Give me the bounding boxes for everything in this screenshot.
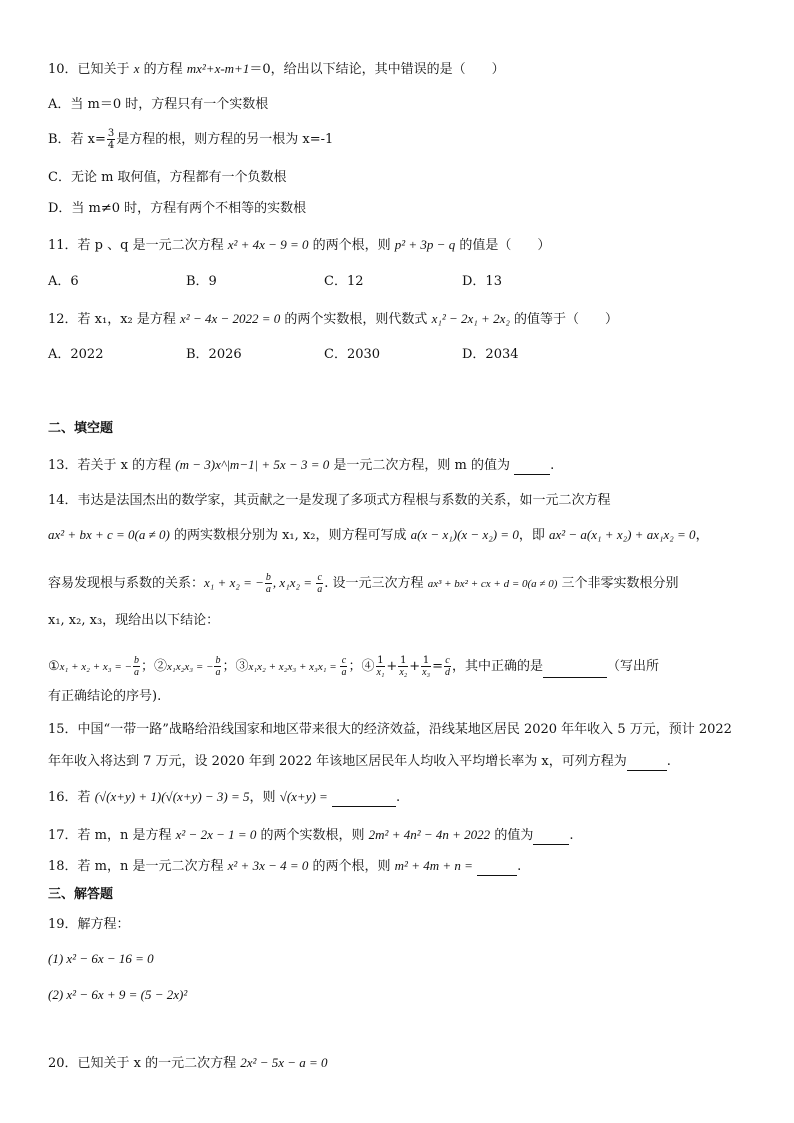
q12-stem: 12．若 x₁，x₂ 是方程 x² − 4x − 2022 = 0 的两个实数根，则代数式 x₁² − 2x₁ + 2x₂ 的值等于（ ） <box>48 311 619 327</box>
q20-stem: 20．已知关于 x 的一元二次方程 2x² − 5x − a = 0 <box>48 1055 328 1071</box>
q15-answer-blank[interactable] <box>627 756 667 771</box>
q12-option-a: A．2022 <box>48 347 104 362</box>
q14-line1: 14．韦达是法国杰出的数学家，其贡献之一是发现了多项式方程根与系数的关系，如一元二次方程 <box>48 493 611 508</box>
q11-option-d: D．13 <box>462 274 502 289</box>
q14-answer-blank[interactable] <box>543 663 607 678</box>
q12-option-c: C．2030 <box>324 347 381 362</box>
q11-option-c: C．12 <box>324 274 364 289</box>
q10-equation: mx²+x-m+1 <box>186 61 250 76</box>
q12-option-d: D．2034 <box>462 347 519 362</box>
fraction-b-over-a: $\frac{b}{a}$ <box>265 572 271 595</box>
q14-line3: 容易发现根与系数的关系：x₁ + x₂ = − $\frac{b}{a}$ , x₁x₂ = $\frac{c}{a}$ . 设一元三次方程 ax³ + bx² + cx + d = 0(a ≠ 0) 三个非零实数根分别 <box>48 572 679 595</box>
fraction-three-quarters: $\frac{3}{4}$ <box>107 128 115 151</box>
q16-stem: 16．若 (√(x+y) + 1)(√(x+y) − 3) = 5，则 √(x+y) = . <box>48 789 401 805</box>
q15-line1: 15．中国“一带一路”战略给沿线国家和地区带来很大的经济效益，沿线某地区居民 2020 年年收入 5 万元，预计 2022 <box>48 722 732 737</box>
section-fill-in-blank: 二、填空题 <box>48 421 114 436</box>
q19-part1: (1) x² − 6x − 16 = 0 <box>48 951 154 966</box>
q10-option-d: D．当 m≠0 时，方程有两个不相等的实数根 <box>48 201 307 216</box>
q10-option-c: C．无论 m 取何值，方程都有一个负数根 <box>48 170 287 185</box>
q17-stem: 17．若 m，n 是方程 x² − 2x − 1 = 0 的两个实数根，则 2m² + 4n² − 4n + 2022 的值为 . <box>48 827 574 843</box>
q18-stem: 18．若 m，n 是一元二次方程 x² + 3x − 4 = 0 的两个根，则 m² + 4m + n = . <box>48 858 522 874</box>
fraction-c-over-a: $\frac{c}{a}$ <box>317 572 323 595</box>
q18-answer-blank[interactable] <box>477 861 517 876</box>
q17-answer-blank[interactable] <box>533 830 569 845</box>
q12-options <box>48 346 600 364</box>
q14-line2: ax² + bx + c = 0(a ≠ 0) 的两实数根分别为 x₁, x₂，则方程可写成 a(x − x₁)(x − x₂) = 0，即 ax² − a(x₁ + x₂) + ax₁x₂ = 0， <box>48 527 709 543</box>
q11-option-b: B．9 <box>186 274 217 289</box>
q19-part2: (2) x² − 6x + 9 = (5 − 2x)² <box>48 987 188 1002</box>
q12-option-b: B．2026 <box>186 347 242 362</box>
q11-stem: 11．若 p 、q 是一元二次方程 x² + 4x − 9 = 0 的两个根，则 p² + 3p − q 的值是（ ） <box>48 237 551 253</box>
section-answer-questions: 三、解答题 <box>48 887 114 902</box>
q14-conclusions: ①x₁ + x₂ + x₃ = − $\frac{b}{a}$ ；②x₁x₂x₃ = − $\frac{b}{a}$ ；③x₁x₂ + x₂x₃ + x₃x₁ = $\frac{c}{a}$ ；④ $\frac{1}{\text{x₁}}$ + $\frac{1}{\text{x₂}}$ + $\frac{1}{\text{x₃}}$ = $\frac{c}{d}$ ，其中正确的是 （写出所 <box>48 655 660 678</box>
q14-line4: x₁, x₂, x₃，现给出以下结论： <box>48 613 220 628</box>
q11-option-a: A．6 <box>48 274 79 289</box>
q13-answer-blank[interactable] <box>514 460 550 475</box>
q19-stem: 19．解方程： <box>48 917 130 932</box>
q10-option-b: B．若 x= $\frac{3}{4}$ 是方程的根，则方程的另一根为 x=-1 <box>48 128 334 151</box>
q14-line6: 有正确结论的序号). <box>48 689 162 704</box>
q10-option-a: A．当 m＝0 时，方程只有一个实数根 <box>48 97 269 112</box>
q16-answer-blank[interactable] <box>332 792 396 807</box>
q15-line2: 年年收入将达到 7 万元，设 2020 年到 2022 年该地区居民年人均收入平均增长率为 x，可列方程为 . <box>48 754 671 769</box>
q13-stem: 13．若关于 x 的方程 (m − 3)x^|m−1| + 5x − 3 = 0 是一元二次方程，则 m 的值为 . <box>48 457 555 473</box>
q10-stem: 10．已知关于 x 的方程 mx²+x-m+1＝0，给出以下结论，其中错误的是（ ） <box>48 61 505 77</box>
q11-options <box>48 273 600 291</box>
